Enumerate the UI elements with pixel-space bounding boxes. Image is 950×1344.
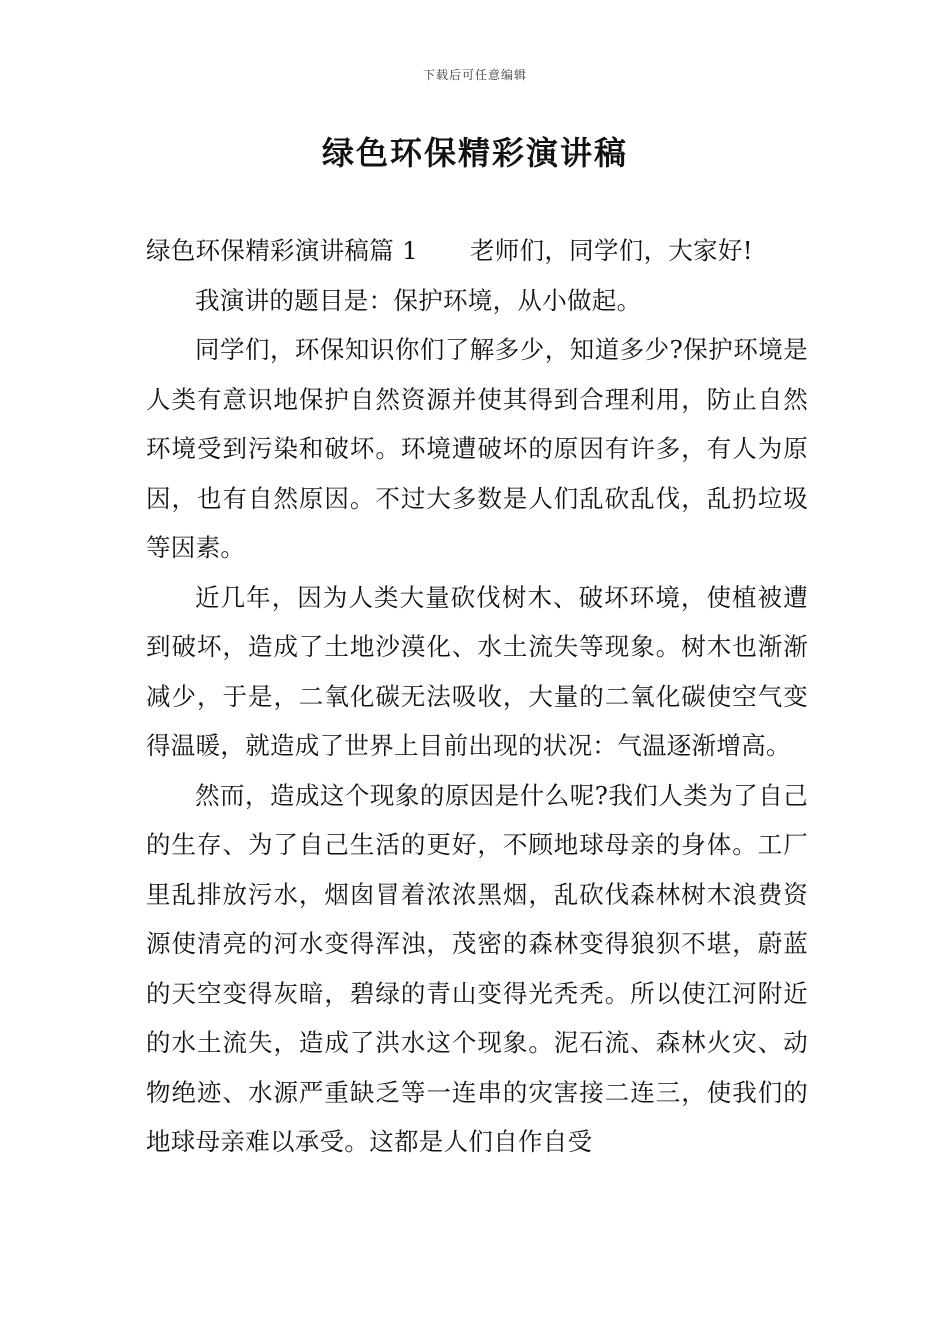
section-heading: 绿色环保精彩演讲稿篇 1 <box>146 236 418 265</box>
paragraph: 同学们，环保知识你们了解多少，知道多少?保护环境是人类有意识地保护自然资源并使其得到合理利用，防止自然环境受到污染和破坏。环境遭破坏的原因有许多，有人为原因，也有自然原因。不过大多数是人们乱砍乱伐，乱扔垃圾等因素。 <box>146 335 808 562</box>
greeting-text: 老师们，同学们，大家好! <box>469 236 753 265</box>
header-note: 下载后可任意编辑 <box>422 68 527 82</box>
intro-line <box>146 226 808 276</box>
document-title: 绿色环保精彩演讲稿 <box>321 134 628 172</box>
document-body <box>146 226 808 1167</box>
paragraph: 近几年，因为人类大量砍伐树木、破坏环境，使植被遭到破坏，造成了土地沙漠化、水土流失等现象。树木也渐渐减少，于是，二氧化碳无法吸收，大量的二氧化碳使空气变得温暖，就造成了世界上目前出现的状况：气温逐渐增高。 <box>146 582 808 760</box>
paragraph: 然而，造成这个现象的原因是什么呢?我们人类为了自己的生存、为了自己生活的更好，不顾地球母亲的身体。工厂里乱排放污水，烟囱冒着浓浓黑烟，乱砍伐森林树木浪费资源使清亮的河水变得浑浊，茂密的森林变得狼狈不堪，蔚蓝的天空变得灰暗，碧绿的青山变得光秃秃。所以使江河附近的水土流失，造成了洪水这个现象。泥石流、森林火灾、动物绝迹、水源严重缺乏等一连串的灾害接二连三，使我们的地球母亲难以承受。这都是人们自作自受 <box>146 780 808 1156</box>
paragraph: 我演讲的题目是：保护环境，从小做起。 <box>195 285 642 315</box>
